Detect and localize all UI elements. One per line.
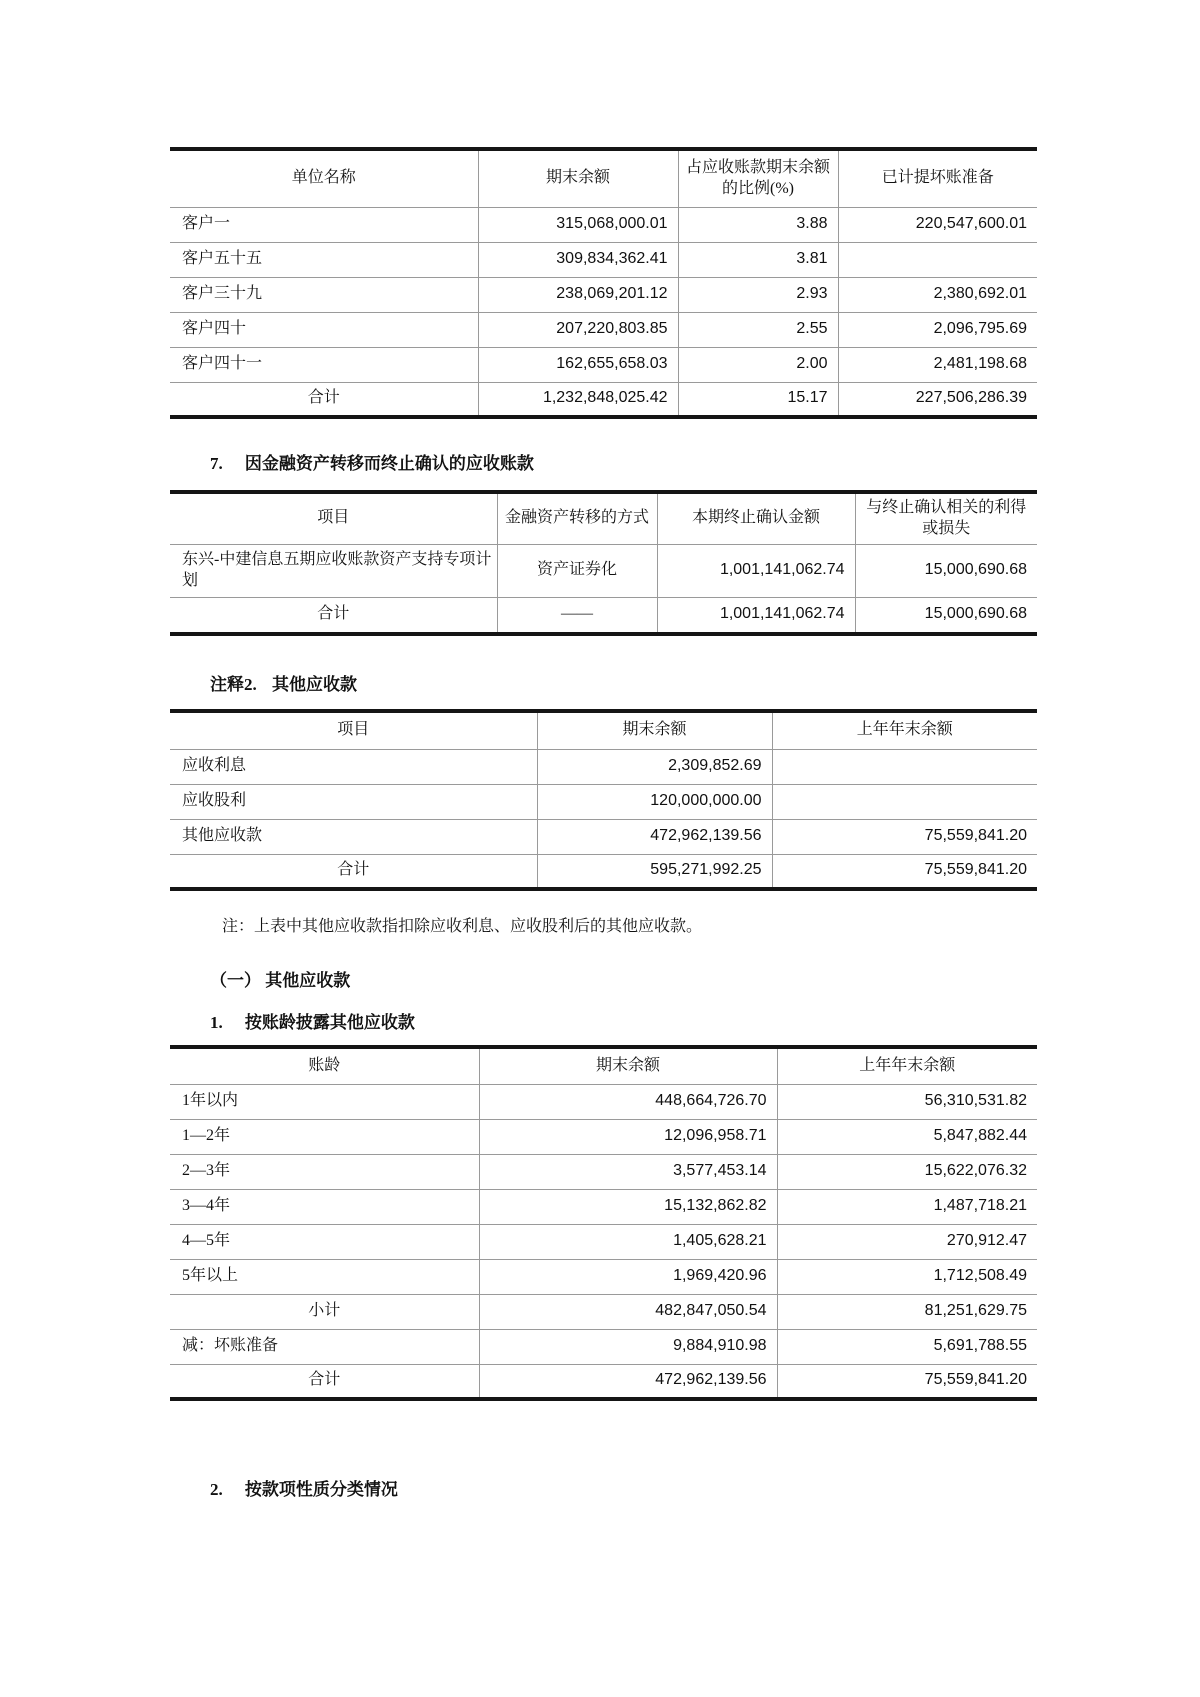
ratio-cell: 2.00 bbox=[678, 347, 838, 382]
customer-name-cell: 客户四十 bbox=[170, 312, 478, 347]
table-row bbox=[170, 749, 1037, 784]
balance-cell: 309,834,362.41 bbox=[478, 242, 678, 277]
total-balance-cell: 1,232,848,025.42 bbox=[478, 382, 678, 417]
table-less-provision-row bbox=[170, 1329, 1037, 1364]
subtotal-prior-year-cell: 81,251,629.75 bbox=[777, 1294, 1037, 1329]
ratio-cell: 3.88 bbox=[678, 207, 838, 242]
table-row bbox=[170, 1259, 1037, 1294]
subtotal-closing-balance-cell: 482,847,050.54 bbox=[479, 1294, 777, 1329]
table-header-row bbox=[170, 711, 1037, 749]
header-cell: 期末余额 bbox=[478, 149, 678, 207]
balance-cell: 238,069,201.12 bbox=[478, 277, 678, 312]
total-label-cell: 合计 bbox=[170, 854, 537, 889]
closing-balance-cell: 15,132,862.82 bbox=[479, 1189, 777, 1224]
derecognized-receivables-table bbox=[170, 490, 1037, 636]
aging-bucket-cell: 1年以内 bbox=[170, 1084, 479, 1119]
prior-year-cell: 1,712,508.49 bbox=[777, 1259, 1037, 1294]
header-cell: 单位名称 bbox=[170, 149, 478, 207]
header-cell: 金融资产转移的方式 bbox=[497, 492, 657, 544]
aging-bucket-cell: 2—3年 bbox=[170, 1154, 479, 1189]
header-cell: 本期终止确认金额 bbox=[657, 492, 855, 544]
closing-balance-cell: 448,664,726.70 bbox=[479, 1084, 777, 1119]
total-amount-cell: 1,001,141,062.74 bbox=[657, 597, 855, 634]
aging-bucket-cell: 5年以上 bbox=[170, 1259, 479, 1294]
balance-cell: 207,220,803.85 bbox=[478, 312, 678, 347]
provision-cell: 2,096,795.69 bbox=[838, 312, 1037, 347]
customer-name-cell: 客户五十五 bbox=[170, 242, 478, 277]
total-label-cell: 合计 bbox=[170, 1364, 479, 1399]
total-ratio-cell: 15.17 bbox=[678, 382, 838, 417]
transfer-method-cell: 资产证券化 bbox=[497, 544, 657, 597]
heading-number: （一） bbox=[210, 971, 261, 991]
table-subtotal-row bbox=[170, 1294, 1037, 1329]
header-cell: 占应收账款期末余额的比例(%) bbox=[678, 149, 838, 207]
total-provision-cell: 227,506,286.39 bbox=[915, 389, 1027, 407]
header-cell: 项目 bbox=[170, 711, 537, 749]
table-row bbox=[170, 1154, 1037, 1189]
heading-number: 注释2. bbox=[210, 675, 257, 695]
table-row bbox=[170, 1084, 1037, 1119]
ratio-cell: 2.55 bbox=[678, 312, 838, 347]
closing-balance-cell: 12,096,958.71 bbox=[479, 1119, 777, 1154]
item-name-cell: 其他应收款 bbox=[170, 819, 537, 854]
heading-title: 按款项性质分类情况 bbox=[244, 1480, 398, 1500]
header-cell: 已计提坏账准备 bbox=[838, 149, 1037, 207]
table-row bbox=[170, 819, 1037, 854]
sub-heading-other-receivables bbox=[210, 966, 1037, 991]
prior-year-cell-empty bbox=[772, 784, 1037, 819]
ratio-cell: 2.93 bbox=[678, 277, 838, 312]
aging-bucket-cell: 1—2年 bbox=[170, 1119, 479, 1154]
closing-balance-cell: 1,405,628.21 bbox=[479, 1224, 777, 1259]
prior-year-cell: 5,847,882.44 bbox=[777, 1119, 1037, 1154]
table-row bbox=[170, 207, 1037, 242]
table-total-row bbox=[170, 382, 1037, 417]
table-row bbox=[170, 242, 1037, 277]
other-receivables-aging-table bbox=[170, 1045, 1037, 1401]
less-provision-closing-cell: 9,884,910.98 bbox=[479, 1329, 777, 1364]
customer-name-cell: 客户一 bbox=[170, 207, 478, 242]
table-header-row bbox=[170, 149, 1037, 207]
prior-year-cell: 75,559,841.20 bbox=[772, 819, 1037, 854]
total-prior-year-cell: 75,559,841.20 bbox=[924, 1371, 1027, 1389]
provision-cell: 2,481,198.68 bbox=[838, 347, 1037, 382]
heading-number: 7. bbox=[210, 454, 223, 473]
table-total-row bbox=[170, 854, 1037, 889]
subtotal-label-cell: 小计 bbox=[170, 1294, 479, 1329]
heading-number: 2. bbox=[210, 1480, 223, 1500]
table-header-row bbox=[170, 492, 1037, 544]
header-cell: 上年年末余额 bbox=[777, 1047, 1037, 1084]
prior-year-cell: 56,310,531.82 bbox=[777, 1084, 1037, 1119]
provision-cell: 2,380,692.01 bbox=[838, 277, 1037, 312]
total-prior-year-cell: 75,559,841.20 bbox=[924, 861, 1027, 879]
table-row bbox=[170, 277, 1037, 312]
header-cell: 上年年末余额 bbox=[772, 711, 1037, 749]
closing-balance-cell: 120,000,000.00 bbox=[537, 784, 772, 819]
less-provision-prior-cell: 5,691,788.55 bbox=[777, 1329, 1037, 1364]
header-cell: 与终止确认相关的利得或损失 bbox=[855, 492, 1037, 544]
sub-heading-nature-classification bbox=[210, 1475, 1037, 1500]
less-provision-label-cell: 减：坏账准备 bbox=[170, 1329, 479, 1364]
derecognized-amount-cell: 1,001,141,062.74 bbox=[657, 544, 855, 597]
table-row bbox=[170, 312, 1037, 347]
table-total-row bbox=[170, 597, 1037, 634]
note-2-heading bbox=[210, 670, 1037, 695]
table-total-row bbox=[170, 1364, 1037, 1399]
table-header-row bbox=[170, 1047, 1037, 1084]
header-cell: 期末余额 bbox=[479, 1047, 777, 1084]
header-cell: 项目 bbox=[170, 492, 497, 544]
balance-cell: 162,655,658.03 bbox=[478, 347, 678, 382]
prior-year-cell-empty bbox=[772, 749, 1037, 784]
header-cell: 账龄 bbox=[170, 1047, 479, 1084]
sub-heading-aging-disclosure bbox=[210, 1008, 1037, 1033]
other-receivables-summary-table bbox=[170, 709, 1037, 891]
table-row bbox=[170, 544, 1037, 597]
table-row bbox=[170, 784, 1037, 819]
ratio-cell: 3.81 bbox=[678, 242, 838, 277]
total-method-cell: —— bbox=[497, 597, 657, 634]
document-content bbox=[170, 0, 1037, 1500]
heading-title: 其他应收款 bbox=[265, 971, 351, 991]
table-row bbox=[170, 1189, 1037, 1224]
closing-balance-cell: 1,969,420.96 bbox=[479, 1259, 777, 1294]
item-name-cell: 应收利息 bbox=[170, 749, 537, 784]
heading-title: 其他应收款 bbox=[272, 675, 358, 695]
aging-bucket-cell: 3—4年 bbox=[170, 1189, 479, 1224]
prior-year-cell: 1,487,718.21 bbox=[777, 1189, 1037, 1224]
total-closing-balance-cell: 472,962,139.56 bbox=[479, 1364, 777, 1399]
customer-name-cell: 客户四十一 bbox=[170, 347, 478, 382]
table-row bbox=[170, 1224, 1037, 1259]
prior-year-cell: 270,912.47 bbox=[777, 1224, 1037, 1259]
table-row bbox=[170, 1119, 1037, 1154]
aging-bucket-cell: 4—5年 bbox=[170, 1224, 479, 1259]
table-row bbox=[170, 347, 1037, 382]
top-customers-table bbox=[170, 147, 1037, 419]
closing-balance-cell: 472,962,139.56 bbox=[537, 819, 772, 854]
provision-cell: 220,547,600.01 bbox=[838, 207, 1037, 242]
closing-balance-cell: 3,577,453.14 bbox=[479, 1154, 777, 1189]
total-gain-loss-cell: 15,000,690.68 bbox=[924, 605, 1027, 623]
item-name-cell: 东兴-中建信息五期应收账款资产支持专项计划 bbox=[170, 544, 497, 597]
section-7-heading bbox=[210, 449, 1037, 474]
provision-cell-empty bbox=[838, 242, 1037, 277]
total-label-cell: 合计 bbox=[170, 597, 497, 634]
closing-balance-cell: 2,309,852.69 bbox=[537, 749, 772, 784]
heading-title: 因金融资产转移而终止确认的应收账款 bbox=[244, 454, 534, 473]
balance-cell: 315,068,000.01 bbox=[478, 207, 678, 242]
total-label-cell: 合计 bbox=[170, 382, 478, 417]
heading-number: 1. bbox=[210, 1013, 223, 1033]
customer-name-cell: 客户三十九 bbox=[170, 277, 478, 312]
prior-year-cell: 15,622,076.32 bbox=[777, 1154, 1037, 1189]
header-cell: 期末余额 bbox=[537, 711, 772, 749]
item-name-cell: 应收股利 bbox=[170, 784, 537, 819]
heading-title: 按账龄披露其他应收款 bbox=[244, 1013, 415, 1033]
total-closing-balance-cell: 595,271,992.25 bbox=[537, 854, 772, 889]
gain-loss-cell: 15,000,690.68 bbox=[855, 544, 1037, 597]
table-note-text: 注：上表中其他应收款指扣除应收利息、应收股利后的其他应收款。 bbox=[222, 918, 703, 936]
